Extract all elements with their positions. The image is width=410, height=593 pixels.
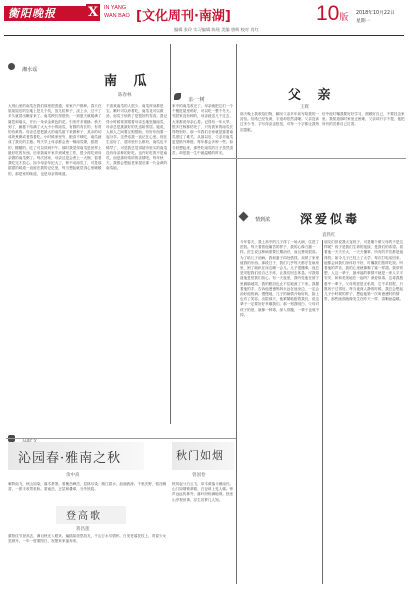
column-divider-3 (322, 240, 323, 584)
poem3-title: 登高歌 (66, 511, 102, 522)
column-tag-left (8, 56, 38, 75)
masthead-logo-sub-top: IN YANG (104, 5, 127, 11)
editor-credits: 编辑 张玲 实习编辑 陈瑶 美编 唐辉 校对 肖红 (174, 27, 259, 32)
article-title-fuqin: 父 亲 (288, 88, 337, 103)
article-body-nangua-col2: 不喜欢南瓜的人很少，南瓜浑身都是宝。嫩叶可以炒着吃，南瓜花可以做汤，南瓜子炒熟了是很好的零食。我记得小时候常常跟着母亲去地里摘南瓜，母亲总是挑最好的先送给邻居。她说，人和人之间要互相帮助，有好东西要一起分享。这些话我一直记在心里。现在生活好了，超市里什么都有，南瓜也不稀罕了，可是我总觉得超市里买的南瓜没有母亲种的好吃。也许好吃的不是南瓜，而是那份浓浓的亲情吧。每年秋天，我都会想起老家屋后那一片金黄的南瓜地。 (106, 104, 168, 171)
page-number (316, 2, 348, 26)
poem1-author: 余中高 (66, 473, 80, 478)
column-tag-left-text: 湘水谣 (22, 67, 38, 73)
column-tag-right-text: 情到浓 (255, 217, 271, 223)
column-tag-middle-text: 亲·一树 (188, 97, 205, 103)
article-body-shenai-col2: 朋友们常说我太宠孩子，可是哪个做父母的不是这样呢？孩子是我们生命的延续，是我们的希望。看着他一天天长大，一天天懂事，所有的辛苦都是值得的。如今儿子已经上了大学，每次打电话回来，他都会问我们身体好不好，叮嘱我们按时吃饭。听着他的声音，我的心里就像喝了蜜一样甜。我常常想，人这一辈子，最幸福的事情不就是一家人平平安安、和和美美地在一起吗？深爱似毒，这毒我愿意中一辈子。父母的爱是无私的，它不求回报，只愿孩子过得好。每当夜深人静的时候，我总会想起儿子小时候的样子，想起他第一次叫爸爸时的情景，那些画面就像发生在昨天一样，清晰而温暖。 (324, 240, 404, 302)
poem1-body: 雁阵南飞，秋山如染，落木萧萧。看衡岳峰峦，层林尽染；湘江碧水，浪涌波涛。千里沃野，稻谷飘香，一派丰收景象娇。望南岳，正层林叠翠，分外妖娆。 (8, 482, 167, 492)
header-rule (4, 35, 404, 36)
poem1-title: 沁园春·雅南之秋 (18, 451, 122, 466)
date-line: 2018年10月22日 (356, 11, 395, 16)
heart-icon (239, 212, 249, 222)
column-divider-2 (236, 44, 237, 584)
poem3-author: 蒋昌莲 (76, 527, 90, 532)
article-body-nangua-col1: 大别山里的南瓜在我们那里很普通，家家户户都种。春天在屋前屋后的空地上挖几个坑，放几粒种子，浇上水，过不了多久就冒出嫩芽来了。南瓜秧长得很快，一到夏天就爬满了篱笆和墙头，开出一朵朵金黄色的花，引来许多蜜蜂。秋天到了，藤蔓下结满了大大小小的南瓜，有圆的有长的，有青的有黄的。母亲总是把最大的南瓜留下来做种子，其余的切成块煮粥或者蒸着吃。小时候家里穷，粮食不够吃，南瓜就成了我们的主粮。每天早上母亲都会煮一锅南瓜粥，甜甜的，糯糯的，吃了可以顶到中午。那时我觉得南瓜是世界上最好吃的东西。后来我离开家乡到城里工作，很少再吃到母亲做的南瓜粥了。每次回家，母亲还是会煮上一大锅，看着我吃完才放心。如今母亲年纪大了，种不动南瓜了，可是那甜甜的味道一直留在我的记忆里，每当想起就觉得心里暖暖的，那是家的味道，也是母亲的味道。 (8, 104, 102, 176)
masthead-logo-text: 衡阳晚报 (8, 7, 56, 20)
author-nangua: 陈春林 (118, 93, 132, 98)
article-body-nangua-col3: 家中的南瓜收完了，母亲就把它们一个个搬进屋里码好，可以吃一整个冬天。邻居家没有种的，母亲就送几个过去，大家都说母亲心善。记得有一年大旱，很多庄稼都枯死了，只有我家的南瓜长得特别好，那一年我们全家就是靠着南瓜度过了难关。从那以后，父亲对南瓜更是格外珍惜，每年都会多种一些。如今回想起来，那些吃南瓜的日子虽然清苦，却是我一生中最温暖的时光。 (172, 104, 234, 155)
page-number-value: 10 (316, 2, 340, 25)
masthead-logo-x: X (87, 5, 99, 20)
masthead-logo-sub-bottom: WAN BAO (104, 13, 130, 19)
poem3-body: 重阳佳节登高去，满目秋光入眼来。遍插茱萸思故友，千山万水尽情怀。白发老翁扶杖上，青春少女笑颜开。一年一度重阳日，祝愿家家福寿来。 (8, 534, 167, 544)
article-body-fuqin-b: 信中他叮嘱我要好好学习，照顾好自己，不要挂念家里。我知道那时家里正困难，父亲却只字不提，他把所有的苦都自己扛着。 (322, 112, 405, 127)
poem2-author: 曾国卷 (192, 473, 206, 478)
masthead (0, 0, 410, 40)
weekday: 星期一 (356, 19, 371, 24)
page-number-unit: 版 (339, 13, 349, 23)
column-tag-right (240, 206, 271, 225)
author-fuqin: 王辉 (300, 105, 309, 110)
article-title-nangua: 南 瓜 (104, 74, 153, 89)
column-divider-1 (170, 44, 171, 424)
column-tag-middle (174, 86, 203, 105)
section-rule-1 (172, 158, 406, 159)
article-title-shenai: 深爱似毒 (300, 212, 361, 226)
poem2-body: 秋风起兮白云飞，草木黄落兮雁南归。山门如烟锁翠微，石径斜上见人稀。钟声远远传林外，落叶纷纷满地堆。独坐山亭观世事，浮生若梦几人知。 (172, 482, 234, 502)
flower-icon (8, 63, 15, 70)
author-shenai: 袁铁红 (322, 233, 336, 238)
section-title: [文化周刊·南湖] (136, 9, 231, 24)
article-body-fuqin-a: 那天晚上我收拾旧物，翻出父亲多年前写给我的一封信。信纸已经发黄，字迹却依然清晰。父亲没读过多少书，字写得歪歪扭扭，可每一个字都让我热泪盈眶。 (240, 112, 320, 132)
poem2-title: 秋门如烟 (176, 449, 224, 462)
poem-divider (6, 438, 236, 439)
article-body-shenai-col1: 今年春天，我上高中的儿子得了一场大病，住进了医院。每天看着他痛苦的样子，我的心像刀割一样。医生说这种病需要长期治疗，而且费用很高。为了给儿子治病，我和妻子四处借钱，卖掉了家里值钱的东西。那段日子，我们几乎每天都守在病房里，困了就趴在床边睡一会儿。儿子很懂事，他总是安慰我们说自己不疼，让我们回去休息。可我知道他是怕我们担心。有一天夜里，我听见他在被子里偷偷地哭，我的眼泪也止不住地流了下来。我握着他的手，告诉他爸爸妈妈永远在他身边，一定会治好他的病。慢慢地，儿子的病情开始好转，脸上也有了笑容。出院那天，他紧紧地抱着我们，说这辈子一定要好好孝顺我们。那一刻我明白，父母对孩子的爱，就像一种毒，深入骨髓，一辈子也戒不掉。 (240, 240, 320, 317)
leaf-icon (174, 93, 181, 100)
